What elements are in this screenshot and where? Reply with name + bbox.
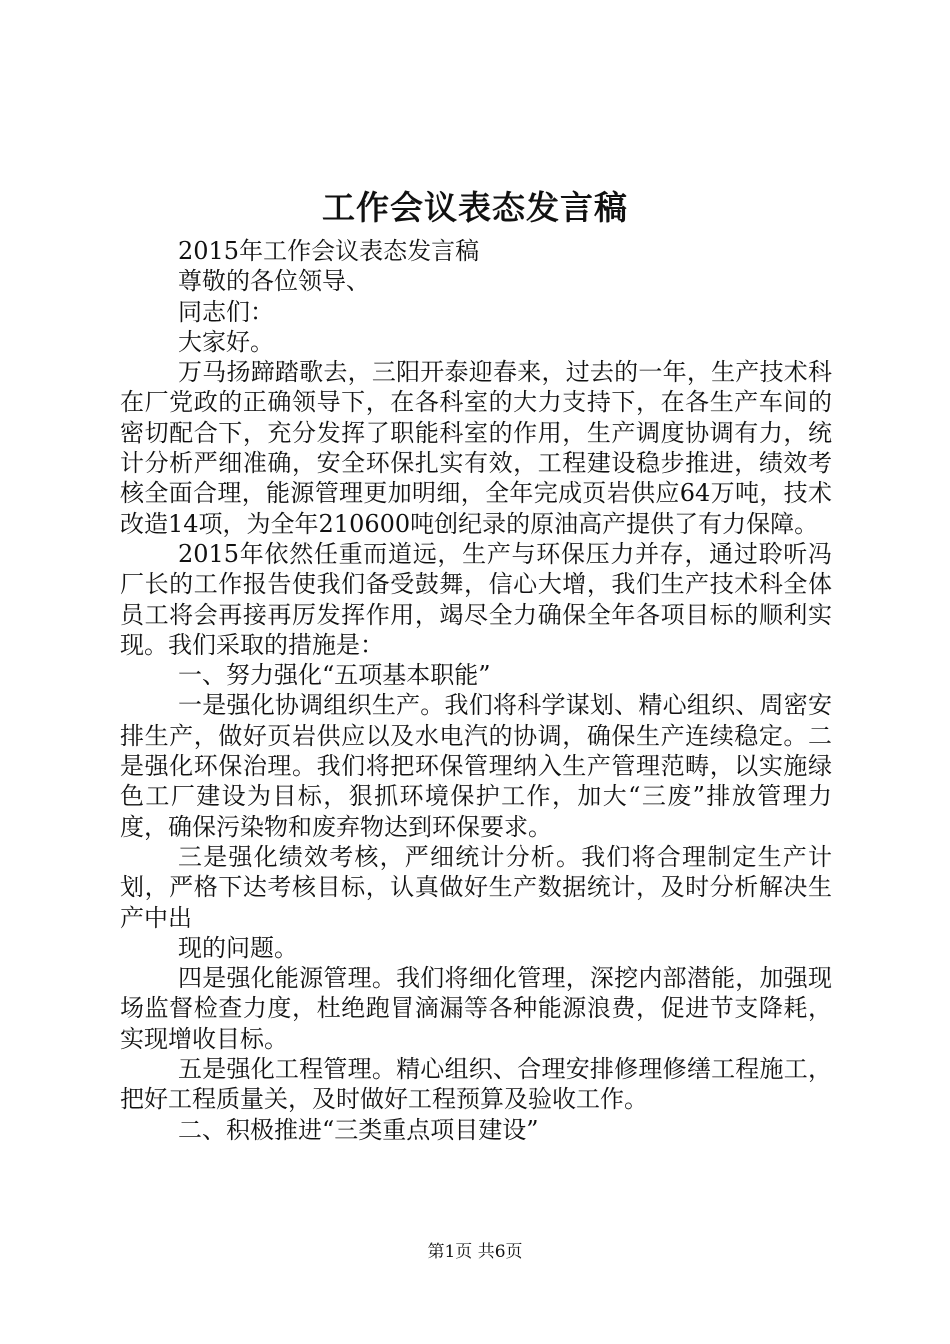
paragraph: 四是强化能源管理。我们将细化管理，深挖内部潜能，加强现场监督检查力度，杜绝跑冒滴漏等各种能源浪费，促进节支降耗，实现增收目标。: [120, 964, 832, 1053]
section-heading: 二、积极推进“三类重点项目建设”: [178, 1115, 539, 1144]
paragraph: 同志们：: [178, 297, 274, 326]
paragraph: 大家好。: [178, 327, 274, 356]
paragraph: 现的问题。: [178, 933, 298, 962]
document-title: 工作会议表态发言稿: [322, 188, 628, 227]
paragraph: 2015年工作会议表态发言稿: [178, 237, 480, 265]
paragraph: 尊敬的各位领导、: [178, 267, 370, 296]
paragraph: 三是强化绩效考核，严细统计分析。我们将合理制定生产计划，严格下达考核目标，认真做好生产数据统计，及时分析解决生产中出: [120, 842, 832, 932]
paragraph: 万马扬蹄踏歌去，三阳开泰迎春来，过去的一年，生产技术科在厂党政的正确领导下，在各科室的大力支持下，在各生产车间的密切配合下，充分发挥了职能科室的作用，生产调度协调有力，统计分析严细准确，安全环保扎实有效，工程建设稳步推进，绩效考核全面合理，能源管理更加明细，全年完成页岩供应64万吨，技术改造14项，为全年210600吨创纪录的原油高产提供了有力保障。: [120, 358, 832, 538]
document-body: [120, 236, 832, 1145]
paragraph: 2015年依然任重而道远，生产与环保压力并存，通过聆听冯厂长的工作报告使我们备受鼓舞，信心大增，我们生产技术科全体员工将会再接再厉发挥作用，竭尽全力确保全年各项目标的顺利实现。我们采取的措施是：: [120, 539, 832, 659]
section-heading: 一、努力强化“五项基本职能”: [178, 661, 491, 690]
paragraph: 五是强化工程管理。精心组织、合理安排修理修缮工程施工，把好工程质量关，及时做好工程预算及验收工作。: [120, 1055, 832, 1114]
page-footer: 第1页 共6页: [427, 1242, 523, 1262]
paragraph: 一是强化协调组织生产。我们将科学谋划、精心组织、周密安排生产，做好页岩供应以及水电汽的协调，确保生产连续稳定。二是强化环保治理。我们将把环保管理纳入生产管理范畴，以实施绿色工厂建设为目标，狠抓环境保护工作，加大“三废”排放管理力度，确保污染物和废弃物达到环保要求。: [120, 691, 832, 841]
